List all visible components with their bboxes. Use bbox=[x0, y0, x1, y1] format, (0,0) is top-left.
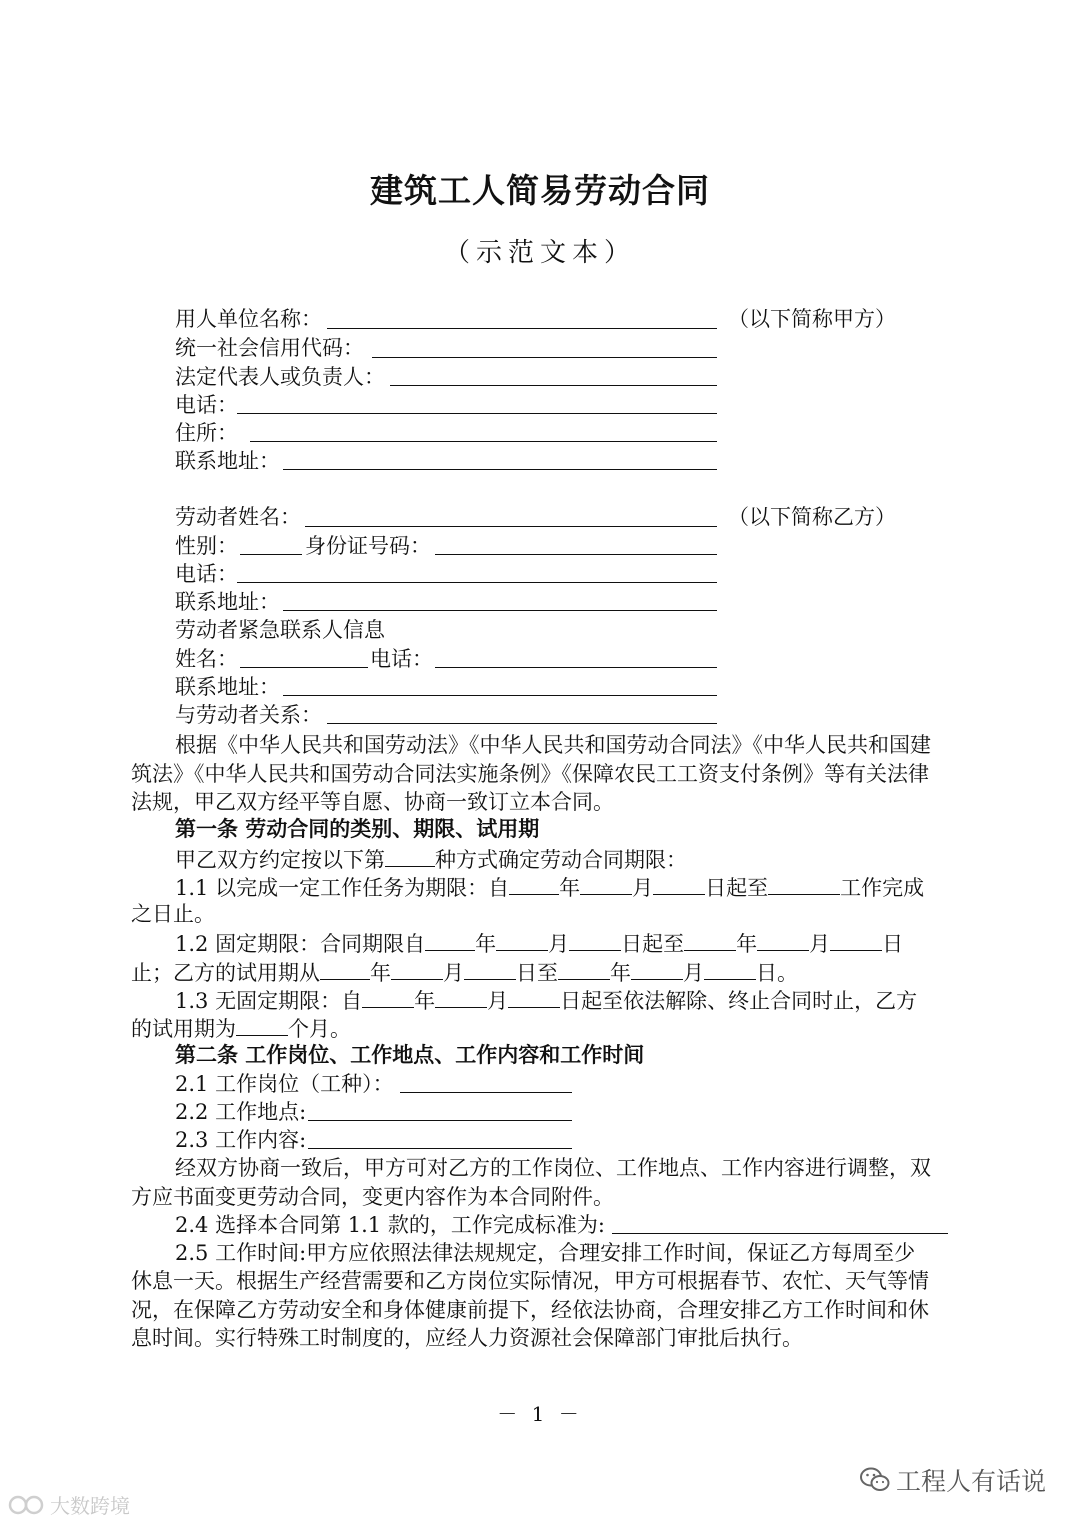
article-2-heading: 第二条 工作岗位、工作地点、工作内容和工作时间 bbox=[175, 1042, 645, 1067]
watermark-right-text: 工程人有话说 bbox=[895, 1467, 1046, 1496]
clause-1-3-text: 1.3 无固定期限：自 bbox=[175, 989, 363, 1013]
year-label: 年 bbox=[370, 961, 391, 985]
work-location-blank bbox=[308, 1120, 572, 1121]
document-subtitle: （示范文本） bbox=[443, 238, 636, 268]
employer-residence-blank bbox=[250, 441, 717, 442]
brand-logo-icon bbox=[8, 1494, 46, 1516]
watermark-left-text: 大数跨境 bbox=[50, 1494, 130, 1518]
clause-2-4-label: 2.4 选择本合同第 1.1 款的，工作完成标准为: bbox=[175, 1213, 605, 1237]
months-label: 个月。 bbox=[288, 1017, 351, 1041]
date-blank bbox=[508, 985, 560, 1008]
date-blank bbox=[509, 872, 559, 895]
employer-residence-label: 住所： bbox=[175, 421, 238, 445]
document-title: 建筑工人简易劳动合同 bbox=[370, 171, 710, 210]
month-label: 月 bbox=[548, 932, 570, 956]
clause-2-2-label: 2.2 工作地点: bbox=[175, 1100, 307, 1124]
date-blank bbox=[464, 957, 516, 980]
date-blank bbox=[580, 872, 632, 895]
clause-2-5-line-2: 休息一天。根据生产经营需要和乙方岗位实际情况，甲方可根据春节、农忙、天气等情 bbox=[131, 1269, 929, 1293]
page-number: － 1 － bbox=[497, 1402, 583, 1426]
year-label: 年 bbox=[610, 961, 631, 985]
employer-address-blank bbox=[283, 469, 717, 470]
clause-2-3-label: 2.3 工作内容: bbox=[175, 1128, 307, 1152]
id-number-blank bbox=[435, 554, 717, 555]
month-label: 月 bbox=[443, 961, 464, 985]
year-label: 年 bbox=[559, 876, 581, 900]
worker-name-blank bbox=[305, 526, 717, 527]
adjustment-line-1: 经双方协商一致后，甲方可对乙方的工作岗位、工作地点、工作内容进行调整，双 bbox=[175, 1156, 931, 1180]
employer-phone-label: 电话： bbox=[175, 393, 238, 417]
adjustment-line-2: 方应书面变更劳动合同，变更内容作为本合同附件。 bbox=[131, 1185, 614, 1209]
date-blank bbox=[558, 957, 610, 980]
method-number-blank bbox=[385, 844, 435, 867]
clause-2-1-label: 2.1 工作岗位（工种）： bbox=[175, 1072, 394, 1096]
clause-1-1 bbox=[175, 872, 924, 902]
worker-phone-blank bbox=[237, 582, 717, 583]
month-label: 月 bbox=[683, 961, 704, 985]
clause-1-2-text: 1.2 固定期限：合同期限自 bbox=[175, 932, 426, 956]
clause-1-1-line-2: 之日止。 bbox=[131, 902, 215, 926]
date-blank bbox=[569, 928, 621, 951]
months-blank bbox=[236, 1013, 288, 1036]
preamble-line-2: 筑法》《中华人民共和国劳动合同法实施条例》《保障农民工工资支付条例》等有关法律 bbox=[131, 762, 929, 786]
day-to-label: 日至 bbox=[516, 961, 558, 985]
day-from-label: 日起至 bbox=[705, 876, 769, 900]
clause-2-5-line-4: 息时间。实行特殊工时制度的，应经人力资源社会保障部门审批后执行。 bbox=[131, 1326, 803, 1350]
clause-2-5-line-1: 2.5 工作时间:甲方应依照法律法规规定，合理安排工作时间，保证乙方每周至少 bbox=[175, 1241, 916, 1265]
date-blank bbox=[684, 928, 736, 951]
day-end-label: 日。 bbox=[756, 961, 798, 985]
probation-text: 止；乙方的试用期从 bbox=[131, 961, 320, 985]
worker-phone-label: 电话： bbox=[175, 562, 238, 586]
date-blank bbox=[631, 957, 683, 980]
wechat-icon bbox=[860, 1467, 890, 1493]
date-blank bbox=[496, 928, 548, 951]
clause-1-3 bbox=[175, 985, 917, 1015]
article-1-intro-b: 种方式确定劳动合同期限： bbox=[435, 848, 687, 872]
work-content-blank bbox=[308, 1148, 572, 1149]
watermark-right bbox=[860, 1462, 1046, 1498]
clause-1-1-text: 1.1 以完成一定工作任务为期限：自 bbox=[175, 876, 510, 900]
month-label: 月 bbox=[809, 932, 831, 956]
date-blank bbox=[362, 985, 414, 1008]
clause-1-2-line-2 bbox=[131, 957, 798, 987]
emergency-phone-label: 电话： bbox=[370, 647, 433, 671]
year-label: 年 bbox=[736, 932, 758, 956]
preamble-line-1: 根据《中华人民共和国劳动法》《中华人民共和国劳动合同法》《中华人民共和国建 bbox=[175, 733, 931, 757]
legal-rep-blank bbox=[390, 385, 717, 386]
employer-phone-blank bbox=[237, 413, 717, 414]
worker-name-label: 劳动者姓名： bbox=[175, 505, 301, 529]
date-blank bbox=[704, 957, 756, 980]
date-blank bbox=[391, 957, 443, 980]
credit-code-label: 统一社会信用代码： bbox=[175, 336, 364, 360]
watermark-left bbox=[8, 1490, 130, 1519]
year-label: 年 bbox=[414, 989, 436, 1013]
emergency-phone-blank bbox=[435, 667, 717, 668]
worker-address-blank bbox=[283, 610, 717, 611]
gender-label: 性别： bbox=[175, 534, 238, 558]
year-label: 年 bbox=[475, 932, 497, 956]
preamble-line-3: 法规，甲乙双方经平等自愿、协商一致订立本合同。 bbox=[131, 790, 614, 814]
clause-2-5-line-3: 况，在保障乙方劳动安全和身体健康前提下，经依法协商，合理安排乙方工作时间和休 bbox=[131, 1298, 929, 1322]
day-from-label: 日起至 bbox=[621, 932, 685, 956]
gender-blank bbox=[240, 554, 302, 555]
employer-address-label: 联系地址： bbox=[175, 449, 280, 473]
month-label: 月 bbox=[632, 876, 654, 900]
employer-name-blank bbox=[327, 328, 717, 329]
month-label: 月 bbox=[487, 989, 509, 1013]
relation-label: 与劳动者关系： bbox=[175, 703, 322, 727]
emergency-address-label: 联系地址： bbox=[175, 675, 280, 699]
emergency-name-label: 姓名： bbox=[175, 647, 238, 671]
emergency-contact-heading: 劳动者紧急联系人信息 bbox=[175, 618, 385, 642]
task-blank bbox=[768, 872, 840, 895]
clause-1-2 bbox=[175, 928, 903, 958]
date-blank bbox=[425, 928, 475, 951]
clause-1-3-tail: 日起至依法解除、终止合同时止，乙方 bbox=[560, 989, 918, 1013]
emergency-name-blank bbox=[240, 667, 368, 668]
date-blank bbox=[320, 957, 370, 980]
id-number-label: 身份证号码： bbox=[305, 534, 431, 558]
article-1-intro bbox=[175, 844, 687, 874]
credit-code-blank bbox=[372, 357, 717, 358]
day-label: 日 bbox=[882, 932, 904, 956]
clause-1-3-line-2 bbox=[131, 1013, 351, 1043]
date-blank bbox=[653, 872, 705, 895]
completion-standard-blank bbox=[612, 1233, 948, 1234]
article-1-intro-a: 甲乙双方约定按以下第 bbox=[175, 848, 385, 872]
date-blank bbox=[830, 928, 882, 951]
date-blank bbox=[757, 928, 809, 951]
legal-rep-label: 法定代表人或负责人： bbox=[175, 365, 385, 389]
relation-blank bbox=[327, 723, 717, 724]
emergency-address-blank bbox=[283, 695, 717, 696]
job-position-blank bbox=[400, 1092, 572, 1093]
employer-name-label: 用人单位名称： bbox=[175, 307, 322, 331]
article-1-heading: 第一条 劳动合同的类别、期限、试用期 bbox=[175, 816, 540, 841]
worker-address-label: 联系地址： bbox=[175, 590, 280, 614]
date-blank bbox=[435, 985, 487, 1008]
probation-months-text: 的试用期为 bbox=[131, 1017, 236, 1041]
employer-name-suffix: （以下简称甲方） bbox=[728, 307, 896, 331]
task-complete-label: 工作完成 bbox=[840, 876, 925, 900]
worker-name-suffix: （以下简称乙方） bbox=[728, 505, 896, 529]
